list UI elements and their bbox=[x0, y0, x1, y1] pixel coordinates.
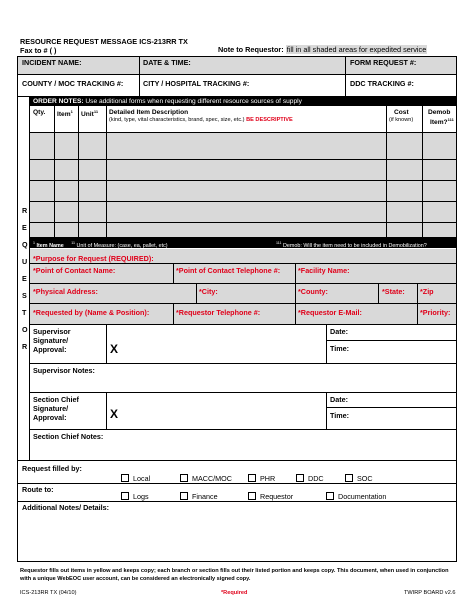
fax-to-label: Fax to # ( ) bbox=[20, 46, 57, 55]
city-field[interactable]: *City: bbox=[199, 287, 218, 296]
col-demob-2 bbox=[430, 117, 454, 126]
divider bbox=[30, 201, 456, 202]
col-unit-sup: 11 bbox=[93, 109, 99, 114]
col-item bbox=[57, 109, 73, 118]
divider bbox=[18, 501, 456, 502]
sup-sig-line-3: Approval: bbox=[33, 345, 67, 354]
option-finance: Finance bbox=[192, 492, 218, 501]
side-letter: Q bbox=[22, 240, 28, 249]
col-cost: Cost bbox=[394, 109, 409, 116]
ddc-tracking-field[interactable]: DDC TRACKING #: bbox=[350, 79, 414, 88]
divider bbox=[139, 57, 140, 96]
col-desc-sub-text: (kind, type, vital characteristics, brand, spec, size, etc.) bbox=[109, 117, 245, 123]
form-request-field[interactable]: FORM REQUEST #: bbox=[350, 58, 417, 67]
checkbox-documentation[interactable] bbox=[326, 492, 334, 500]
section-chief-notes-field[interactable]: Section Chief Notes: bbox=[33, 432, 104, 441]
col-demob2-text: Item? bbox=[430, 119, 448, 127]
divider bbox=[378, 283, 379, 303]
divider bbox=[30, 429, 456, 430]
state-field[interactable]: *State: bbox=[382, 287, 405, 296]
note-to-requestor bbox=[218, 45, 427, 54]
section-chief-signature-label bbox=[33, 395, 79, 422]
divider bbox=[173, 303, 174, 324]
sec-sig-line-3: Approval: bbox=[33, 413, 67, 422]
supervisor-date-field[interactable]: Date: bbox=[330, 327, 348, 336]
order-notes-text: Use additional forms when requesting different resource sources of supply bbox=[85, 98, 302, 105]
divider bbox=[345, 57, 346, 96]
divider bbox=[18, 74, 456, 75]
foot-unit-sup: 11 bbox=[71, 241, 75, 245]
sup-sig-line-1: Supervisor bbox=[33, 327, 71, 336]
col-qty: Qty. bbox=[33, 109, 46, 116]
divider bbox=[386, 106, 387, 237]
section-chief-signature-field[interactable]: X bbox=[110, 407, 119, 421]
foot-demob-sup: 111 bbox=[276, 241, 282, 245]
footer-required: *Required bbox=[221, 590, 248, 596]
divider bbox=[106, 106, 107, 237]
divider bbox=[18, 483, 456, 484]
col-item-sup: 1 bbox=[70, 109, 73, 114]
zip-field[interactable]: *Zip bbox=[420, 287, 434, 296]
foot-unit bbox=[71, 243, 167, 249]
col-desc-red-text: BE DESCRIPTIVE bbox=[246, 117, 293, 123]
filled-by-label: Request filled by: bbox=[22, 464, 82, 473]
footer-form-id: ICS-213RR TX (04/10) bbox=[20, 590, 77, 596]
requestor-phone-field[interactable]: *Requestor Telephone #: bbox=[176, 308, 261, 317]
footer-instructions: Requestor fills out items in yellow and keeps copy; each branch or section fills out their listed portion and keeps copy. This document, when used in conjunction with a unique WebEOC user account, can be considered an electronically signed copy. bbox=[20, 568, 449, 582]
facility-name-field[interactable]: *Facility Name: bbox=[298, 266, 350, 275]
option-logs: Logs bbox=[133, 492, 149, 501]
checkbox-phr[interactable] bbox=[248, 474, 256, 482]
checkbox-local[interactable] bbox=[121, 474, 129, 482]
col-demob: Demob bbox=[428, 109, 451, 116]
divider bbox=[30, 303, 456, 304]
option-documentation: Documentation bbox=[338, 492, 387, 501]
order-notes-label: ORDER NOTES: bbox=[33, 98, 84, 105]
side-letter: U bbox=[22, 257, 28, 266]
side-letter: E bbox=[22, 223, 27, 232]
city-hospital-field[interactable]: CITY / HOSPITAL TRACKING #: bbox=[143, 79, 250, 88]
option-phr: PHR bbox=[260, 474, 276, 483]
priority-field[interactable]: *Priority: bbox=[420, 308, 451, 317]
note-text: fill in all shaded areas for expedited service bbox=[286, 45, 427, 54]
divider bbox=[30, 132, 456, 133]
col-cost-sub: (if known) bbox=[389, 117, 414, 123]
supervisor-signature-label bbox=[33, 327, 71, 354]
county-moc-field[interactable]: COUNTY / MOC TRACKING #: bbox=[22, 79, 124, 88]
checkbox-ddc[interactable] bbox=[296, 474, 304, 482]
sec-sig-line-1: Section Chief bbox=[33, 395, 79, 404]
checkbox-requestor[interactable] bbox=[248, 492, 256, 500]
foot-item-sup: 1 bbox=[33, 241, 35, 245]
foot-demob-text: Demob: Will the item need to be included in Demobilization? bbox=[282, 242, 427, 249]
divider bbox=[30, 324, 456, 325]
checkbox-finance[interactable] bbox=[180, 492, 188, 500]
divider bbox=[18, 460, 456, 461]
divider bbox=[30, 392, 456, 393]
divider bbox=[78, 106, 79, 237]
physical-address-field[interactable]: *Physical Address: bbox=[33, 287, 98, 296]
divider bbox=[173, 263, 174, 283]
contact-name-field[interactable]: *Point of Contact Name: bbox=[33, 266, 116, 275]
side-letter: R bbox=[22, 342, 28, 351]
contact-phone-field[interactable]: *Point of Contact Telephone #: bbox=[176, 266, 281, 275]
col-description-sub bbox=[109, 117, 293, 123]
foot-unit-text: Unit of Measure: (case, ea, pallet, etc) bbox=[76, 242, 168, 249]
divider bbox=[106, 324, 107, 363]
purpose-field[interactable]: *Purpose for Request (REQUIRED): bbox=[33, 254, 154, 263]
option-local: Local bbox=[133, 474, 151, 483]
col-item-text: Item bbox=[57, 111, 71, 119]
supervisor-signature-field[interactable]: X bbox=[110, 342, 119, 356]
side-letter: T bbox=[22, 308, 27, 317]
side-letter: O bbox=[22, 325, 28, 334]
side-letter: R bbox=[22, 206, 28, 215]
divider bbox=[326, 340, 456, 341]
divider bbox=[326, 324, 327, 363]
section-chief-date-field[interactable]: Date: bbox=[330, 395, 348, 404]
col-unit bbox=[81, 109, 98, 118]
option-requestor: Requestor bbox=[260, 492, 294, 501]
option-macc-moc: MACC/MOC bbox=[192, 474, 232, 483]
divider bbox=[30, 263, 456, 264]
col-unit-text: Unit bbox=[81, 111, 94, 119]
sup-sig-line-2: Signature/ bbox=[33, 336, 69, 345]
order-footnotes-bar bbox=[30, 238, 456, 248]
col-description: Detailed Item Description bbox=[109, 109, 189, 116]
divider bbox=[30, 222, 456, 223]
divider bbox=[422, 106, 423, 237]
divider bbox=[30, 180, 456, 181]
col-demob-sup: 111 bbox=[447, 117, 454, 122]
option-ddc: DDC bbox=[308, 474, 324, 483]
order-column-headers bbox=[30, 106, 456, 132]
footer-version: TWIRP BOARD v2.6 bbox=[404, 590, 456, 596]
divider bbox=[54, 106, 55, 237]
section-chief-time-field[interactable]: Time: bbox=[330, 411, 350, 420]
divider bbox=[326, 407, 456, 408]
route-to-label: Route to: bbox=[22, 485, 54, 494]
additional-notes-field[interactable]: Additional Notes/ Details: bbox=[22, 503, 110, 512]
divider bbox=[106, 392, 107, 429]
side-letter: E bbox=[22, 274, 27, 283]
requested-by-field[interactable]: *Requested by (Name & Position): bbox=[33, 308, 150, 317]
order-notes-bar bbox=[30, 97, 456, 106]
form-title: RESOURCE REQUEST MESSAGE ICS-213RR TX bbox=[20, 37, 188, 46]
divider bbox=[30, 363, 456, 364]
side-letter: S bbox=[22, 291, 27, 300]
sec-sig-line-2: Signature/ bbox=[33, 404, 69, 413]
checkbox-soc[interactable] bbox=[345, 474, 353, 482]
supervisor-time-field[interactable]: Time: bbox=[330, 344, 350, 353]
note-label: Note to Requestor: bbox=[218, 45, 284, 54]
checkbox-logs[interactable] bbox=[121, 492, 129, 500]
divider bbox=[30, 283, 456, 284]
supervisor-notes-field[interactable]: Supervisor Notes: bbox=[33, 366, 95, 375]
county-field[interactable]: *County: bbox=[298, 287, 328, 296]
divider bbox=[295, 263, 296, 283]
date-time-field[interactable]: DATE & TIME: bbox=[143, 58, 191, 67]
divider bbox=[196, 283, 197, 303]
checkbox-macc-moc[interactable] bbox=[180, 474, 188, 482]
foot-item bbox=[33, 243, 64, 249]
divider bbox=[326, 392, 327, 429]
foot-item-text: Item Name bbox=[36, 242, 64, 249]
option-soc: SOC bbox=[357, 474, 373, 483]
requestor-email-field[interactable]: *Requestor E-Mail: bbox=[298, 308, 362, 317]
incident-name-field[interactable]: INCIDENT NAME: bbox=[22, 58, 82, 67]
divider bbox=[30, 159, 456, 160]
